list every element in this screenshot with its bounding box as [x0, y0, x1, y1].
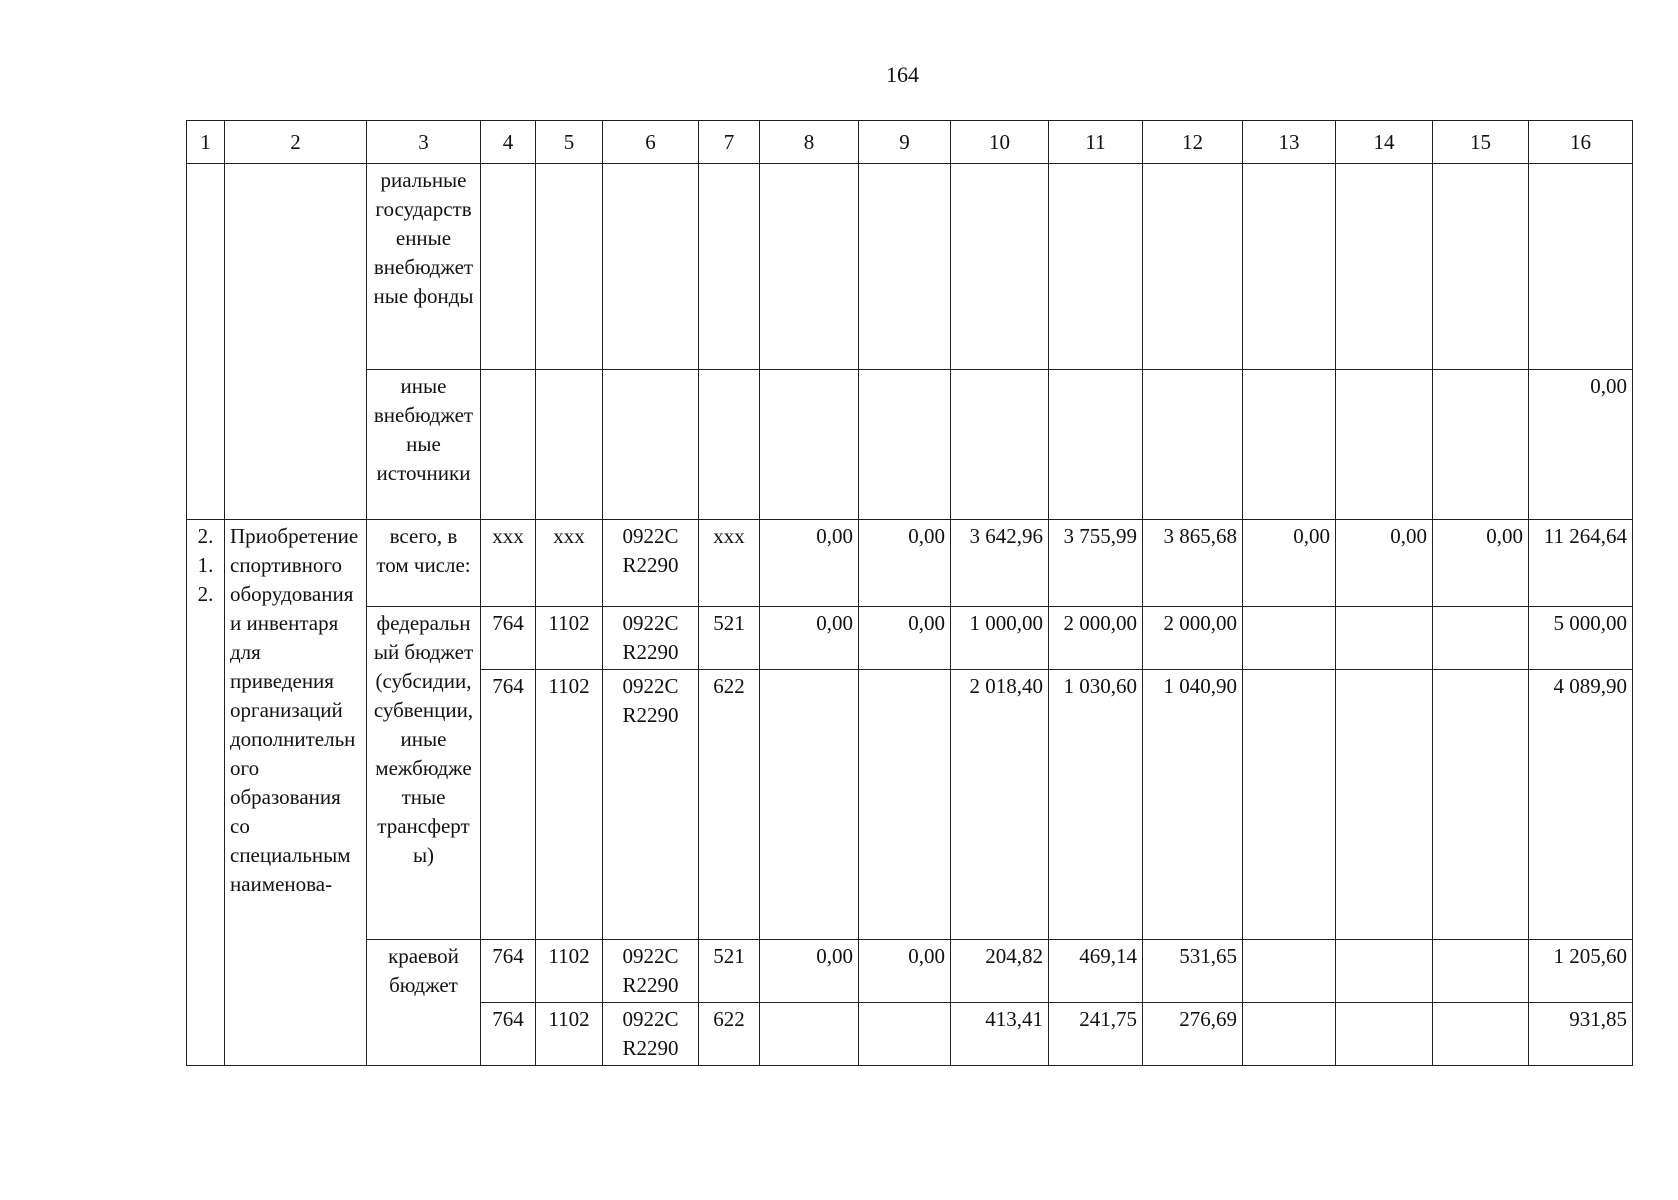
code-cell: 764: [481, 940, 536, 1003]
value-cell: 2 000,00: [1143, 607, 1243, 670]
value-cell: 0,00: [1336, 520, 1433, 607]
value-cell: 0,00: [1433, 520, 1529, 607]
header-cell: 10: [951, 121, 1049, 164]
code-cell: 1102: [536, 940, 603, 1003]
code-cell: 0922C R2290: [603, 520, 699, 607]
header-cell: 9: [859, 121, 951, 164]
value-cell: 276,69: [1143, 1003, 1243, 1066]
code-cell: 1102: [536, 607, 603, 670]
header-cell: 11: [1049, 121, 1143, 164]
header-cell: 1: [187, 121, 225, 164]
value-cell: 0,00: [859, 520, 951, 607]
header-cell: 14: [1336, 121, 1433, 164]
value-cell: 4 089,90: [1529, 670, 1633, 940]
source-cell: всего, в том числе:: [367, 520, 481, 607]
value-cell: 2 000,00: [1049, 607, 1143, 670]
header-cell: 12: [1143, 121, 1243, 164]
value-cell: 0,00: [760, 940, 859, 1003]
value-cell: 931,85: [1529, 1003, 1633, 1066]
value-cell: 0,00: [1243, 520, 1336, 607]
item-name: Приобретение спортивного оборудования и инвентаря для приведения организаций дополнительного образования со специальным наименова-: [225, 520, 367, 1066]
value-cell: 0,00: [859, 607, 951, 670]
table-row: [187, 607, 1633, 670]
code-cell: 0922C R2290: [603, 670, 699, 940]
code-cell: 521: [699, 940, 760, 1003]
table-row: [187, 370, 1633, 520]
header-cell: 5: [536, 121, 603, 164]
code-cell: 622: [699, 670, 760, 940]
code-cell: xxx: [481, 520, 536, 607]
value-cell: 531,65: [1143, 940, 1243, 1003]
header-cell: 4: [481, 121, 536, 164]
value-cell: 3 642,96: [951, 520, 1049, 607]
item-number: 2. 1. 2.: [187, 520, 225, 1066]
source-cell: федеральный бюджет (субсидии, субвенции, иные межбюджетные трансферты): [367, 607, 481, 940]
header-cell: 6: [603, 121, 699, 164]
code-cell: xxx: [536, 520, 603, 607]
value-cell: 3 865,68: [1143, 520, 1243, 607]
page-number: 164: [886, 62, 919, 87]
value-cell: 1 030,60: [1049, 670, 1143, 940]
source-cell: иные внебюджетные источники: [367, 370, 481, 520]
empty-cell: [225, 164, 367, 520]
code-cell: 0922C R2290: [603, 1003, 699, 1066]
value-cell: 1 205,60: [1529, 940, 1633, 1003]
source-cell: риальные государственные внебюджетные фонды: [367, 164, 481, 370]
code-cell: 0922C R2290: [603, 940, 699, 1003]
value-cell: 0,00: [760, 607, 859, 670]
code-cell: 764: [481, 670, 536, 940]
value-cell: 1 000,00: [951, 607, 1049, 670]
source-cell: краевой бюджет: [367, 940, 481, 1066]
code-cell: 521: [699, 607, 760, 670]
value-cell: 204,82: [951, 940, 1049, 1003]
code-cell: 1102: [536, 1003, 603, 1066]
value-cell: 0,00: [760, 520, 859, 607]
value-cell: 2 018,40: [951, 670, 1049, 940]
empty-cell: [187, 164, 225, 520]
header-row: [187, 121, 1633, 164]
value-cell: 0,00: [859, 940, 951, 1003]
header-cell: 3: [367, 121, 481, 164]
value-cell: 3 755,99: [1049, 520, 1143, 607]
budget-table: [186, 120, 1633, 1066]
value-cell: 469,14: [1049, 940, 1143, 1003]
code-cell: 1102: [536, 670, 603, 940]
value-cell: 413,41: [951, 1003, 1049, 1066]
value-cell: 241,75: [1049, 1003, 1143, 1066]
table-row: [187, 940, 1633, 1003]
header-cell: 8: [760, 121, 859, 164]
value-cell: 5 000,00: [1529, 607, 1633, 670]
code-cell: 764: [481, 1003, 536, 1066]
value-cell: 11 264,64: [1529, 520, 1633, 607]
header-cell: 2: [225, 121, 367, 164]
header-cell: 16: [1529, 121, 1633, 164]
table-row: [187, 164, 1633, 370]
code-cell: xxx: [699, 520, 760, 607]
code-cell: 0922C R2290: [603, 607, 699, 670]
code-cell: 622: [699, 1003, 760, 1066]
table-row: [187, 520, 1633, 607]
header-cell: 7: [699, 121, 760, 164]
value-cell: 0,00: [1529, 370, 1633, 520]
header-cell: 15: [1433, 121, 1529, 164]
value-cell: 1 040,90: [1143, 670, 1243, 940]
header-cell: 13: [1243, 121, 1336, 164]
code-cell: 764: [481, 607, 536, 670]
